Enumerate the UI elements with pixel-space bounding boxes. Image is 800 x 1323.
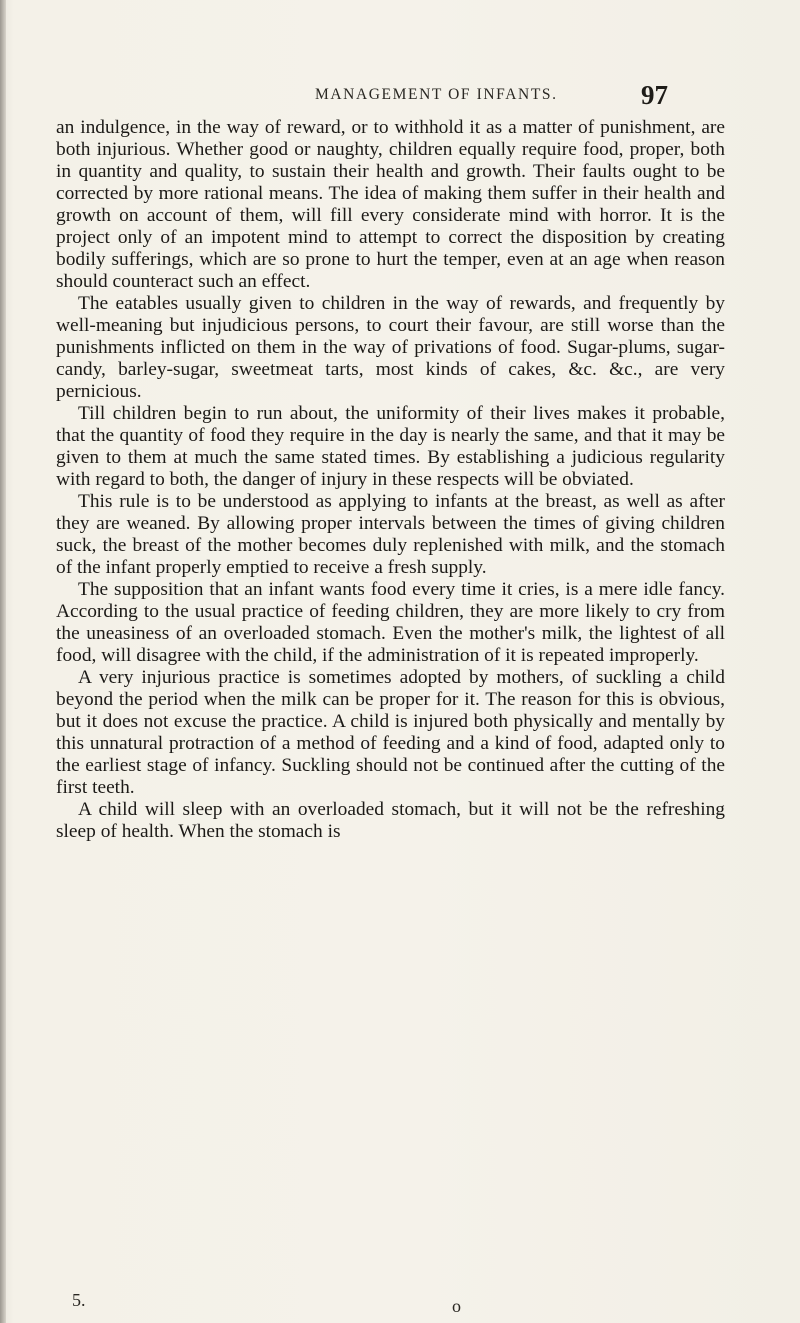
body-text: [56, 117, 725, 843]
page-gutter: [0, 0, 6, 1323]
paragraph-2: The eatables usually given to children in the way of rewards, and frequently by well-meaning but injudicious persons, to court their favour, are still worse than the punishments inflicted on them in the way of privations of food. Sugar-plums, sugar-candy, barley-sugar, sweetmeat tarts, most kinds of cakes, &c. &c., are very pernicious.: [56, 293, 725, 402]
running-title: MANAGEMENT OF INFANTS.: [315, 86, 558, 103]
paragraph-1: an indulgence, in the way of reward, or to withhold it as a matter of punishment, are both injurious. Whether good or naughty, children equally require food, proper, both in quantity and quality, to sustain their health and growth. Their faults ought to be corrected by more rational means. The idea of making them suffer in their health and growth on account of them, will fill every considerate mind with horror. It is the project only of an impotent mind to attempt to correct the disposition by creating bodily sufferings, which are so prone to hurt the temper, even at an age when reason should counteract such an effect.: [56, 117, 725, 292]
signature-letter: o: [452, 1296, 461, 1316]
page-number: 97: [641, 80, 668, 110]
paragraph-5: The supposition that an infant wants food every time it cries, is a mere idle fancy. According to the usual practice of feeding children, they are more likely to cry from the uneasiness of an overloaded stomach. Even the mother's milk, the lightest of all food, will disagree with the child, if the administration of it is repeated improperly.: [56, 579, 725, 666]
running-head: [0, 80, 800, 110]
paragraph-6: A very injurious practice is sometimes adopted by mothers, of suckling a child beyond the period when the milk can be proper for it. The reason for this is obvious, but it does not excuse the practice. A child is injured both physically and mentally by this unnatural protraction of a method of feeding and a kind of food, adapted only to the earliest stage of infancy. Suckling should not be continued after the cutting of the first teeth.: [56, 667, 725, 798]
paragraph-7: A child will sleep with an overloaded stomach, but it will not be the refreshing sleep of health. When the stomach is: [56, 799, 725, 842]
signature-number: 5.: [72, 1290, 86, 1310]
paragraph-3: Till children begin to run about, the uniformity of their lives makes it probable, that the quantity of food they require in the day is nearly the same, and that it may be given to them at much the same stated times. By establishing a judicious regularity with regard to both, the danger of injury in these respects will be obviated.: [56, 403, 725, 490]
paragraph-4: This rule is to be understood as applying to infants at the breast, as well as after they are weaned. By allowing proper intervals between the times of giving children suck, the breast of the mother becomes duly replenished with milk, and the stomach of the infant properly emptied to receive a fresh supply.: [56, 491, 725, 578]
